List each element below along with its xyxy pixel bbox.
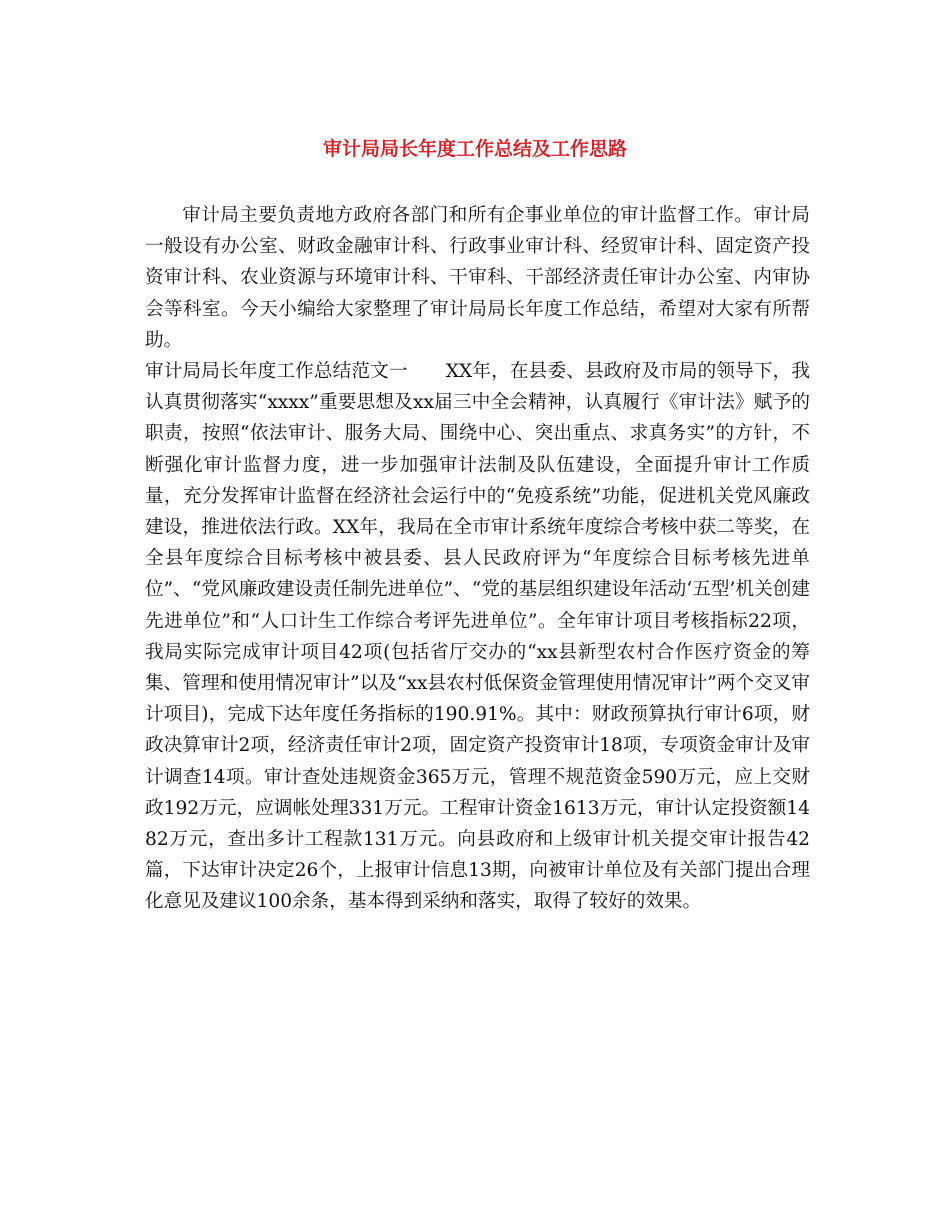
section-heading: 审计局局长年度工作总结范文一	[145, 361, 408, 383]
document-body	[145, 200, 810, 918]
document-title: 审计局局长年度工作总结及工作思路	[322, 138, 627, 160]
section-body: XX年，在县委、县政府及市局的领导下，我认真贯彻落实“xxxx”重要思想及xx届三中全会精神，认真履行《审计法》赋予的职责，按照“依法审计、服务大局、围绕中心、突出重点、求真务实”的方针，不断强化审计监督力度，进一步加强审计法制及队伍建设，全面提升审计工作质量，充分发挥审计监督在经济社会运行中的“免疫系统”功能，促进机关党风廉政建设，推进依法行政。XX年，我局在全市审计系统年度综合考核中获二等奖，在全县年度综合目标考核中被县委、县人民政府评为“年度综合目标考核先进单位”、“党风廉政建设责任制先进单位”、“党的基层组织建设年活动‘五型’机关创建先进单位”和“人口计生工作综合考评先进单位”。全年审计项目考核指标22项，我局实际完成审计项目42项(包括省厅交办的“xx县新型农村合作医疗资金的筹集、管理和使用情况审计”以及“xx县农村低保资金管理使用情况审计”两个交叉审计项目)，完成下达年度任务指标的190.91%。其中：财政预算执行审计6项，财政决算审计2项，经济责任审计2项，固定资产投资审计18项，专项资金审计及审计调查14项。审计查处违规资金365万元，管理不规范资金590万元，应上交财政192万元，应调帐处理331万元。工程审计资金1613万元，审计认定投资额1482万元，查出多计工程款131万元。向县政府和上级审计机关提交审计报告42篇，下达审计决定26个，上报审计信息13期，向被审计单位及有关部门提出合理化意见及建议100余条，基本得到采纳和落实，取得了较好的效果。	[145, 361, 810, 913]
intro-paragraph: 审计局主要负责地方政府各部门和所有企事业单位的审计监督工作。审计局一般设有办公室、财政金融审计科、行政事业审计科、经贸审计科、固定资产投资审计科、农业资源与环境审计科、干审科、干部经济责任审计办公室、内审协会等科室。今天小编给大家整理了审计局局长年度工作总结，希望对大家有所帮助。	[145, 205, 810, 351]
section-paragraph	[145, 356, 810, 918]
